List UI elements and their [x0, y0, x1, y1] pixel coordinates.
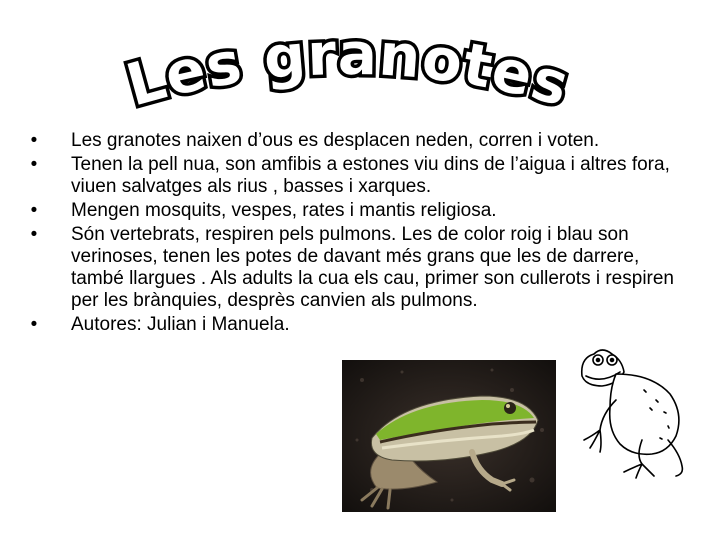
list-item: [26, 224, 696, 312]
green-frog-photo: [342, 360, 556, 512]
list-item: [26, 130, 696, 152]
list-item: [26, 200, 696, 222]
bullet-text: Mengen mosquits, vespes, rates i mantis religiosa.: [71, 200, 497, 221]
bullet-dot: •: [30, 130, 38, 151]
page-title: Les granotes: [119, 20, 577, 120]
bullet-text: Tenen la pell nua, son amfibis a estones viu dins de l’aigua i altres fora, viuen salvatges als rius , basses i xarques.: [71, 154, 670, 197]
bullet-text: Les granotes naixen d’ous es desplacen neden, corren i voten.: [71, 130, 600, 151]
bullet-dot: •: [30, 200, 38, 221]
bullet-dot: •: [30, 224, 38, 245]
list-item: [26, 314, 696, 336]
bullet-dot: •: [30, 154, 38, 175]
list-item: [26, 154, 696, 198]
bullet-list: [26, 130, 696, 338]
bullet-dot: •: [30, 314, 38, 335]
bullet-text: Són vertebrats, respiren pels pulmons. Les de color roig i blau son verinoses, tenen les potes de davant més grans que les de darrere, també llargues . Als adults la cua els cau, primer son cullerots i respiren per les brànquies, desprès canvien als pulmons.: [71, 224, 674, 311]
cartoon-frog-drawing: [572, 344, 692, 480]
title-wordart: [118, 20, 578, 130]
bullet-text: Autores: Julian i Manuela.: [71, 314, 290, 335]
